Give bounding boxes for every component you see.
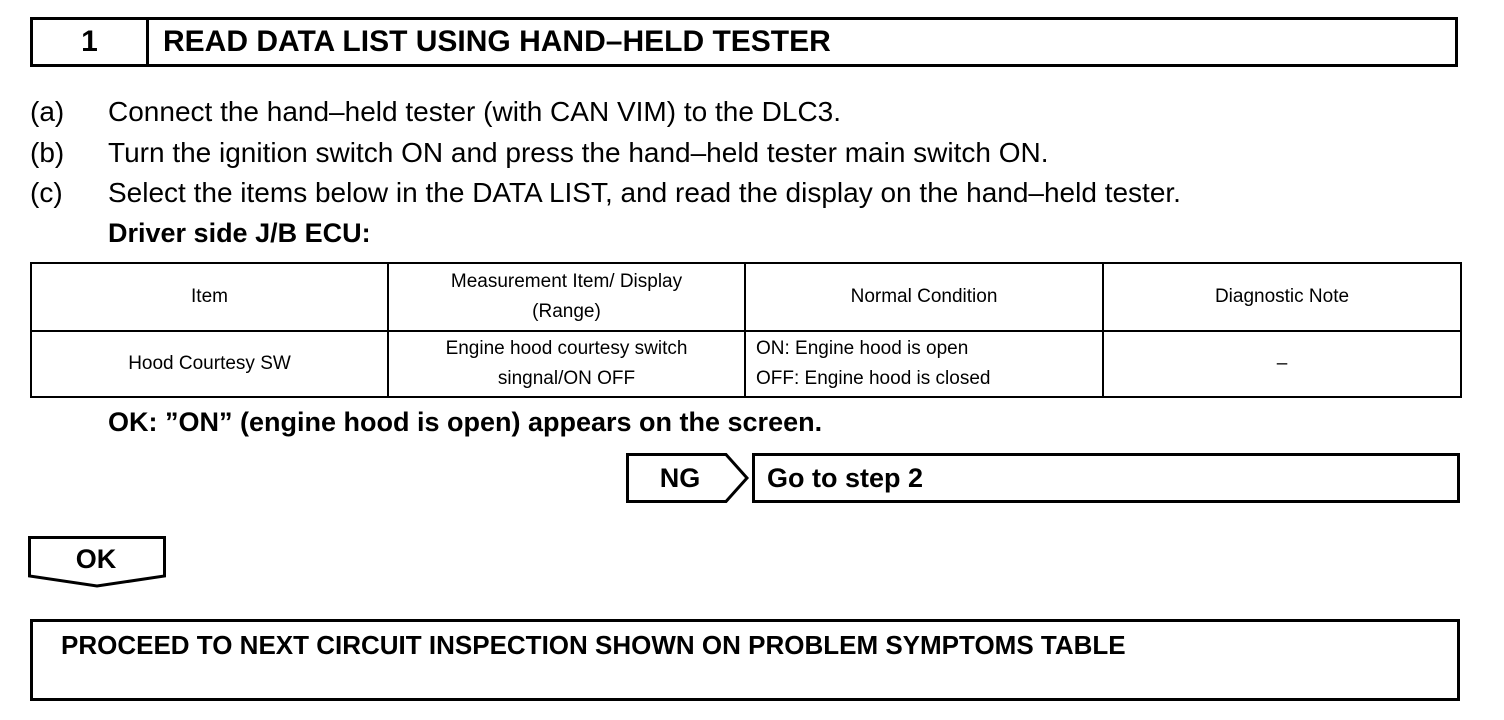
cell-normal-line2: OFF: Engine hood is closed — [756, 368, 991, 389]
instruction-label: (b) — [30, 137, 65, 168]
header-measurement-line2: (Range) — [532, 301, 601, 322]
header-normal-condition: Normal Condition — [745, 263, 1103, 331]
cell-diagnostic-note: – — [1103, 331, 1461, 397]
step-header — [30, 17, 1458, 67]
table-row — [31, 331, 1461, 397]
instruction-label: (a) — [30, 96, 65, 127]
cell-normal-condition — [745, 331, 1103, 397]
instruction-text: Connect the hand–held tester (with CAN VIM) to the DLC3. — [108, 96, 842, 127]
header-item: Item — [31, 263, 388, 331]
ok-condition-text: OK: ”ON” (engine hood is open) appears on the screen. — [108, 407, 823, 437]
cell-measurement — [388, 331, 745, 397]
ecu-heading: Driver side J/B ECU: — [108, 218, 371, 248]
instruction-text: Select the items below in the DATA LIST, and read the display on the hand–held tester. — [108, 177, 1181, 208]
step-number: 1 — [33, 20, 149, 64]
ok-label: OK — [75, 543, 117, 574]
data-list-table — [30, 262, 1462, 398]
header-measurement-line1: Measurement Item/ Display — [450, 271, 683, 292]
header-measurement — [388, 263, 745, 331]
instruction-text: Turn the ignition switch ON and press the hand–held tester main switch ON. — [108, 137, 1049, 168]
go-to-step-box — [752, 453, 1460, 503]
cell-item: Hood Courtesy SW — [31, 331, 388, 397]
cell-measurement-line1: Engine hood courtesy switch — [445, 338, 688, 359]
step-title: READ DATA LIST USING HAND–HELD TESTER — [163, 25, 831, 58]
cell-measurement-line2: singnal/ON OFF — [497, 368, 636, 389]
table-header-row — [31, 263, 1461, 331]
go-to-step-text: Go to step 2 — [767, 462, 924, 493]
ng-label: NG — [659, 462, 701, 493]
instruction-label: (c) — [30, 177, 63, 208]
final-action-text: PROCEED TO NEXT CIRCUIT INSPECTION SHOWN ON PROBLEM SYMPTOMS TABLE — [61, 630, 1126, 660]
cell-normal-line1: ON: Engine hood is open — [756, 338, 969, 359]
header-diagnostic-note: Diagnostic Note — [1103, 263, 1461, 331]
final-action-box — [30, 619, 1460, 701]
